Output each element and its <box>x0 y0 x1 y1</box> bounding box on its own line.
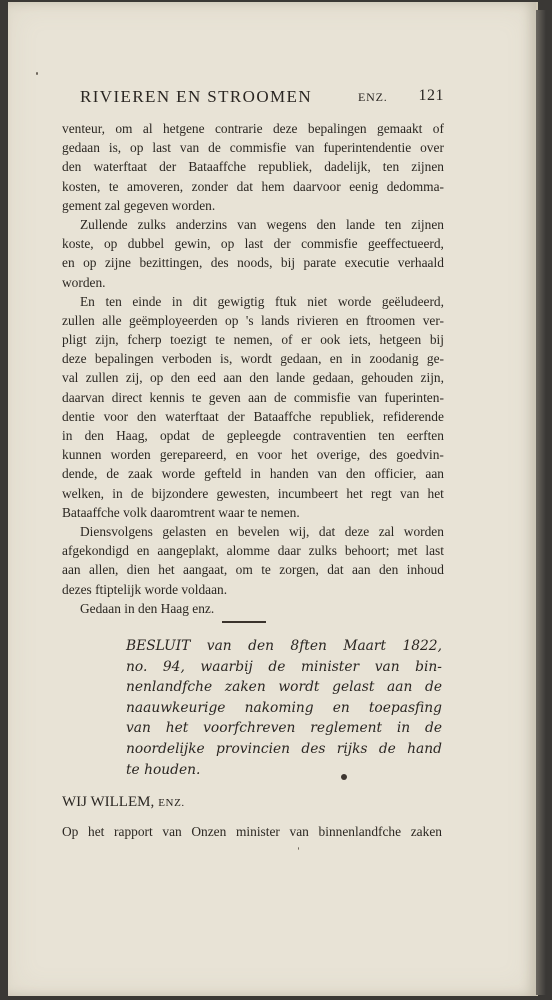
section-divider <box>222 621 266 623</box>
text-line: koste, op dubbel gewin, op last der commisfie geeffectueerd, <box>62 236 444 252</box>
resolution-line: nenlandfche zaken wordt gelast aan de <box>126 679 442 696</box>
resolution-line: no. 94, waarbij de minister van bin- <box>126 658 442 675</box>
page-edge-shadow <box>536 10 546 995</box>
text-line: gedaan is, op last van de commisfie van fuperintendentie over <box>62 140 444 156</box>
ink-dot-ornament <box>341 774 347 780</box>
resolution-line: BESLUIT van den 8ften Maart 1822, <box>126 638 442 654</box>
text-line: Zullende zulks anderzins van wegens den lande ten zijnen <box>80 216 444 232</box>
text-line: welken, in de bijzondere gewesten, incumbeert het regt van het <box>62 485 444 501</box>
running-header-title: RIVIEREN EN STROOMEN <box>80 87 312 106</box>
resolution-line: van het voorfchreven reglement in de <box>126 720 442 737</box>
running-header <box>68 87 444 109</box>
paper-speck <box>36 72 38 75</box>
text-line: En ten einde in dit gewigtig ftuk niet worde geëludeerd, <box>80 293 444 309</box>
text-line: pligt zijn, fcherp toezigt te nemen, of er ook iets, hetgeen bij <box>62 332 444 348</box>
resolution-line: te houden. <box>126 761 201 778</box>
text-line: in den Haag, opdat de gepleegde contraventien ten eerften <box>62 428 444 443</box>
text-line: dezes ftiptelijk worde voldaan. <box>62 581 228 597</box>
text-line: kunnen worden gerepareerd, en voor het overige, des goedvin- <box>62 447 444 463</box>
text-line: dentie voor den waterftaat der Bataaffche republiek, refiderende <box>62 408 444 424</box>
speaker-suffix: ENZ. <box>158 797 185 809</box>
text-line: en op zijne bezittingen, des noods, bij parate executie verhaald <box>62 255 444 271</box>
text-line: Op het rapport van Onzen minister van binnenlandfche zaken <box>62 824 442 839</box>
text-line: worden. <box>62 274 106 290</box>
speaker-name: WIJ WILLEM, <box>62 794 155 810</box>
body-text <box>62 119 444 618</box>
text-line: afgekondigd en aangeplakt, alomme daar zulks behoort; met last <box>62 543 444 559</box>
text-line: venteur, om al hetgene contrarie deze bepalingen gemaakt of <box>62 121 444 136</box>
text-line: Bataaffche volk daaromtrent waar te nemen. <box>62 504 300 520</box>
text-line: den waterftaat der Bataaffche republiek, dadelijk, ten zijnen <box>62 159 444 175</box>
text-line: dende, de zaak worde gefteld in handen van den officier, aan <box>62 466 444 482</box>
text-line: kosten, te amoveren, zonder dat hem daarvoor eenig dedomma- <box>62 178 444 194</box>
page-number: 121 <box>418 87 444 104</box>
text-line: zullen alle geëmployeerden op 's lands rivieren en ftroomen ver- <box>62 312 444 328</box>
text-line: gement zal gegeven worden. <box>62 197 216 213</box>
speaker-line <box>62 794 185 811</box>
text-line: aan allen, dien het aangaat, om te zorgen, dat aan den inhoud <box>62 562 444 578</box>
paper-speck <box>298 847 299 850</box>
running-header-suffix: ENZ. <box>358 90 388 104</box>
text-line: Gedaan in den Haag enz. <box>80 600 215 616</box>
text-line: daarvan direct kennis te geven aan de commisfie van fuperinten- <box>62 389 444 405</box>
resolution-line: noordelijke provincien des rijks de hand <box>126 740 442 757</box>
opening-text <box>62 822 442 841</box>
text-line: val zullen zij, op den eed aan den lande gedaan, gehouden zijn, <box>62 370 444 386</box>
book-page <box>8 2 538 996</box>
text-line: Diensvolgens gelasten en bevelen wij, dat deze zal worden <box>80 523 444 539</box>
resolution-line: naauwkeurige nakoming en toepasfing <box>126 699 442 716</box>
text-line: deze bepalingen verboden is, wordt gedaan, en in zoodanig ge- <box>62 351 444 367</box>
resolution-heading <box>126 636 442 780</box>
